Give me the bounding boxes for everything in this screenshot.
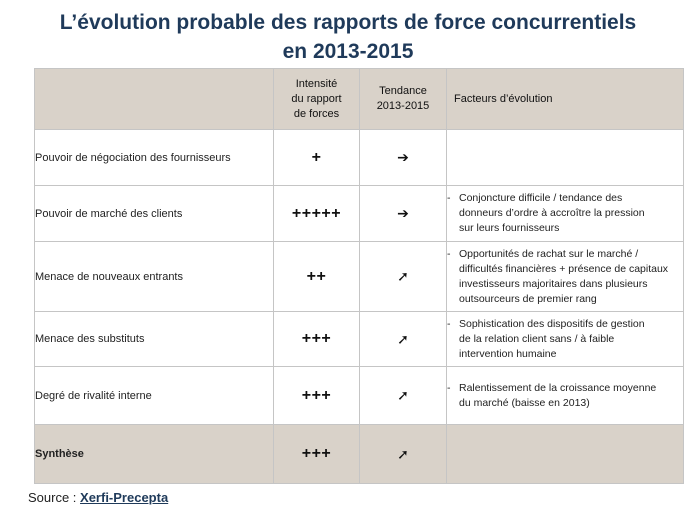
header-trend	[360, 69, 447, 130]
source-name: Xerfi-Precepta	[80, 490, 169, 505]
synthesis-row	[35, 425, 684, 484]
factor-line: - Opportunités de rachat sur le marché /	[447, 247, 639, 260]
row-intensity: +	[274, 130, 360, 186]
row-criterion: Pouvoir de marché des clients	[35, 186, 274, 242]
row-intensity: +++	[274, 312, 360, 367]
row-intensity: +++++	[274, 186, 360, 242]
source-label: Source :	[28, 490, 81, 505]
synthesis-intensity: +++	[274, 425, 360, 484]
row-intensity: ++	[274, 242, 360, 312]
header-factors: Facteurs d’évolution	[447, 69, 684, 130]
factor-line: donneurs d’ordre à accroître la pression	[459, 207, 645, 219]
title-line-1: L’évolution probable des rapports de force concurrentiels	[59, 11, 637, 34]
factor-line: de la relation client sans / à faible	[459, 332, 615, 345]
row-criterion: Degré de rivalité interne	[35, 367, 274, 425]
row-factors	[447, 242, 684, 312]
trend-flat-arrow-icon: ➔	[360, 186, 447, 242]
header-intensity-line: Intensité	[295, 77, 338, 90]
synthesis-factors	[447, 425, 684, 484]
trend-up-right-arrow-icon: ➚	[360, 367, 447, 425]
factor-line: du marché (baisse en 2013)	[459, 396, 590, 409]
page-title	[0, 8, 696, 66]
factor-line: difficultés financières + présence de capitaux	[459, 262, 669, 275]
factor-line: outsourceurs de premier rang	[459, 292, 597, 305]
row-factors	[447, 367, 684, 425]
header-criterion	[35, 69, 274, 130]
factor-line: investisseurs majoritaires dans plusieurs	[459, 277, 648, 290]
factor-line: sur leurs fournisseurs	[459, 222, 560, 234]
table-row	[35, 242, 684, 312]
trend-up-right-arrow-icon: ➚	[360, 242, 447, 312]
table-row	[35, 186, 684, 242]
table-header-row	[35, 69, 684, 130]
row-factors	[447, 186, 684, 242]
row-factors	[447, 130, 684, 186]
table-row	[35, 312, 684, 367]
trend-flat-arrow-icon: ➔	[360, 130, 447, 186]
factor-line: - Conjoncture difficile / tendance des	[447, 192, 623, 204]
trend-up-right-arrow-icon: ➚	[360, 312, 447, 367]
row-factors	[447, 312, 684, 367]
header-intensity-line: du rapport	[291, 92, 342, 105]
row-intensity: +++	[274, 367, 360, 425]
table-row	[35, 367, 684, 425]
forces-table	[34, 68, 684, 484]
source-note	[28, 490, 168, 505]
factor-line: intervention humaine	[459, 347, 557, 360]
row-criterion: Menace des substituts	[35, 312, 274, 367]
header-trend-line: 2013-2015	[376, 100, 430, 112]
title-line-2: en 2013-2015	[282, 40, 414, 63]
factor-line: - Ralentissement de la croissance moyenne	[447, 381, 657, 394]
synthesis-label: Synthèse	[35, 425, 274, 484]
header-trend-line: Tendance	[379, 85, 427, 97]
trend-up-right-arrow-icon: ➚	[360, 425, 447, 484]
header-intensity	[274, 69, 360, 130]
table-row	[35, 130, 684, 186]
factor-line: - Sophistication des dispositifs de gestion	[447, 317, 645, 330]
row-criterion: Pouvoir de négociation des fournisseurs	[35, 130, 274, 186]
row-criterion: Menace de nouveaux entrants	[35, 242, 274, 312]
header-intensity-line: de forces	[293, 107, 340, 120]
